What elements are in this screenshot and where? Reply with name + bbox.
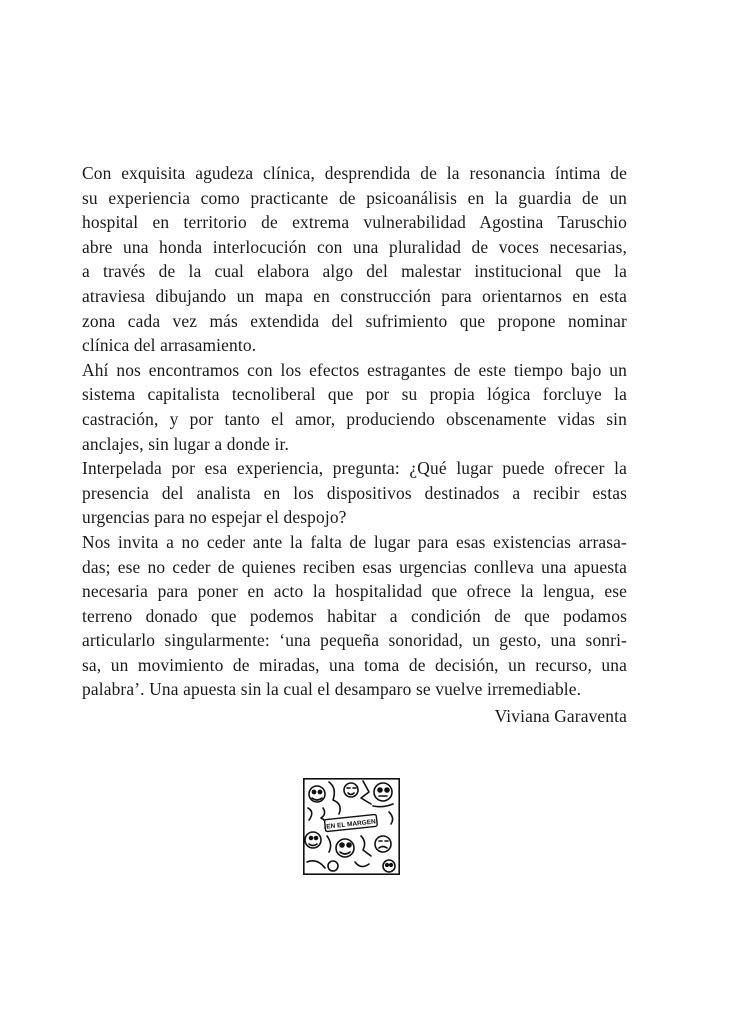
text-line: anclajes, sin lugar a donde ir. <box>82 433 289 454</box>
text-line: clínica del arrasamiento. <box>82 335 257 356</box>
text-line: palabra’. Una apuesta sin la cual el desamparo se vuelve irremediable. <box>82 679 582 700</box>
logo-art-icon <box>303 778 400 875</box>
text-line: zona cada vez más extendida del sufrimiento que propone nominar <box>82 310 627 331</box>
text-line: Ahí nos encontramos con los efectos estragantes de este tiempo bajo un <box>82 359 627 380</box>
text-line: das; ese no ceder de quienes reciben esas urgencias conlleva una apuesta <box>82 556 627 577</box>
paragraph-3 <box>82 456 627 530</box>
text-line: su experiencia como practicante de psicoanálisis en la guardia de un <box>82 187 627 208</box>
text-line: presencia del analista en los dispositivos destinados a recibir estas <box>82 482 627 503</box>
text-line: necesaria para poner en acto la hospitalidad que ofrece la lengua, ese <box>82 581 627 602</box>
text-line: terreno donado que podemos habitar a condición de que podamos <box>82 605 627 626</box>
publisher-logo-icon <box>303 778 400 875</box>
text-line: urgencias para no espejar el despojo? <box>82 507 347 528</box>
text-line: hospital en territorio de extrema vulnerabilidad Agostina Taruschio <box>82 212 627 233</box>
text-line: sa, un movimiento de miradas, una toma de decisión, un recurso, una <box>82 654 627 675</box>
paragraph-2 <box>82 358 627 456</box>
text-line: articularlo singularmente: ‘una pequeña sonoridad, un gesto, una sonri- <box>82 630 627 651</box>
text-line: abre una honda interlocución con una pluralidad de voces necesarias, <box>82 236 627 257</box>
logo-banner-text: EN EL MARGEN <box>325 818 377 831</box>
text-line: castración, y por tanto el amor, produciendo obscenamente vidas sin <box>82 408 627 429</box>
author-signature: Viviana Garaventa <box>494 706 627 727</box>
text-line: atraviesa dibujando un mapa en construcción para orientarnos en esta <box>82 285 627 306</box>
paragraph-4 <box>82 530 627 702</box>
text-line: Interpelada por esa experiencia, pregunta: ¿Qué lugar puede ofrecer la <box>82 458 627 479</box>
text-line: a través de la cual elabora algo del malestar institucional que la <box>82 261 627 282</box>
back-cover-text <box>82 161 627 729</box>
text-line: sistema capitalista tecnoliberal que por su propia lógica forcluye la <box>82 384 627 405</box>
text-line: Nos invita a no ceder ante la falta de lugar para esas existencias arrasa- <box>82 531 627 552</box>
text-line: Con exquisita agudeza clínica, desprendida de la resonancia íntima de <box>82 163 627 183</box>
paragraph-1 <box>82 161 627 358</box>
